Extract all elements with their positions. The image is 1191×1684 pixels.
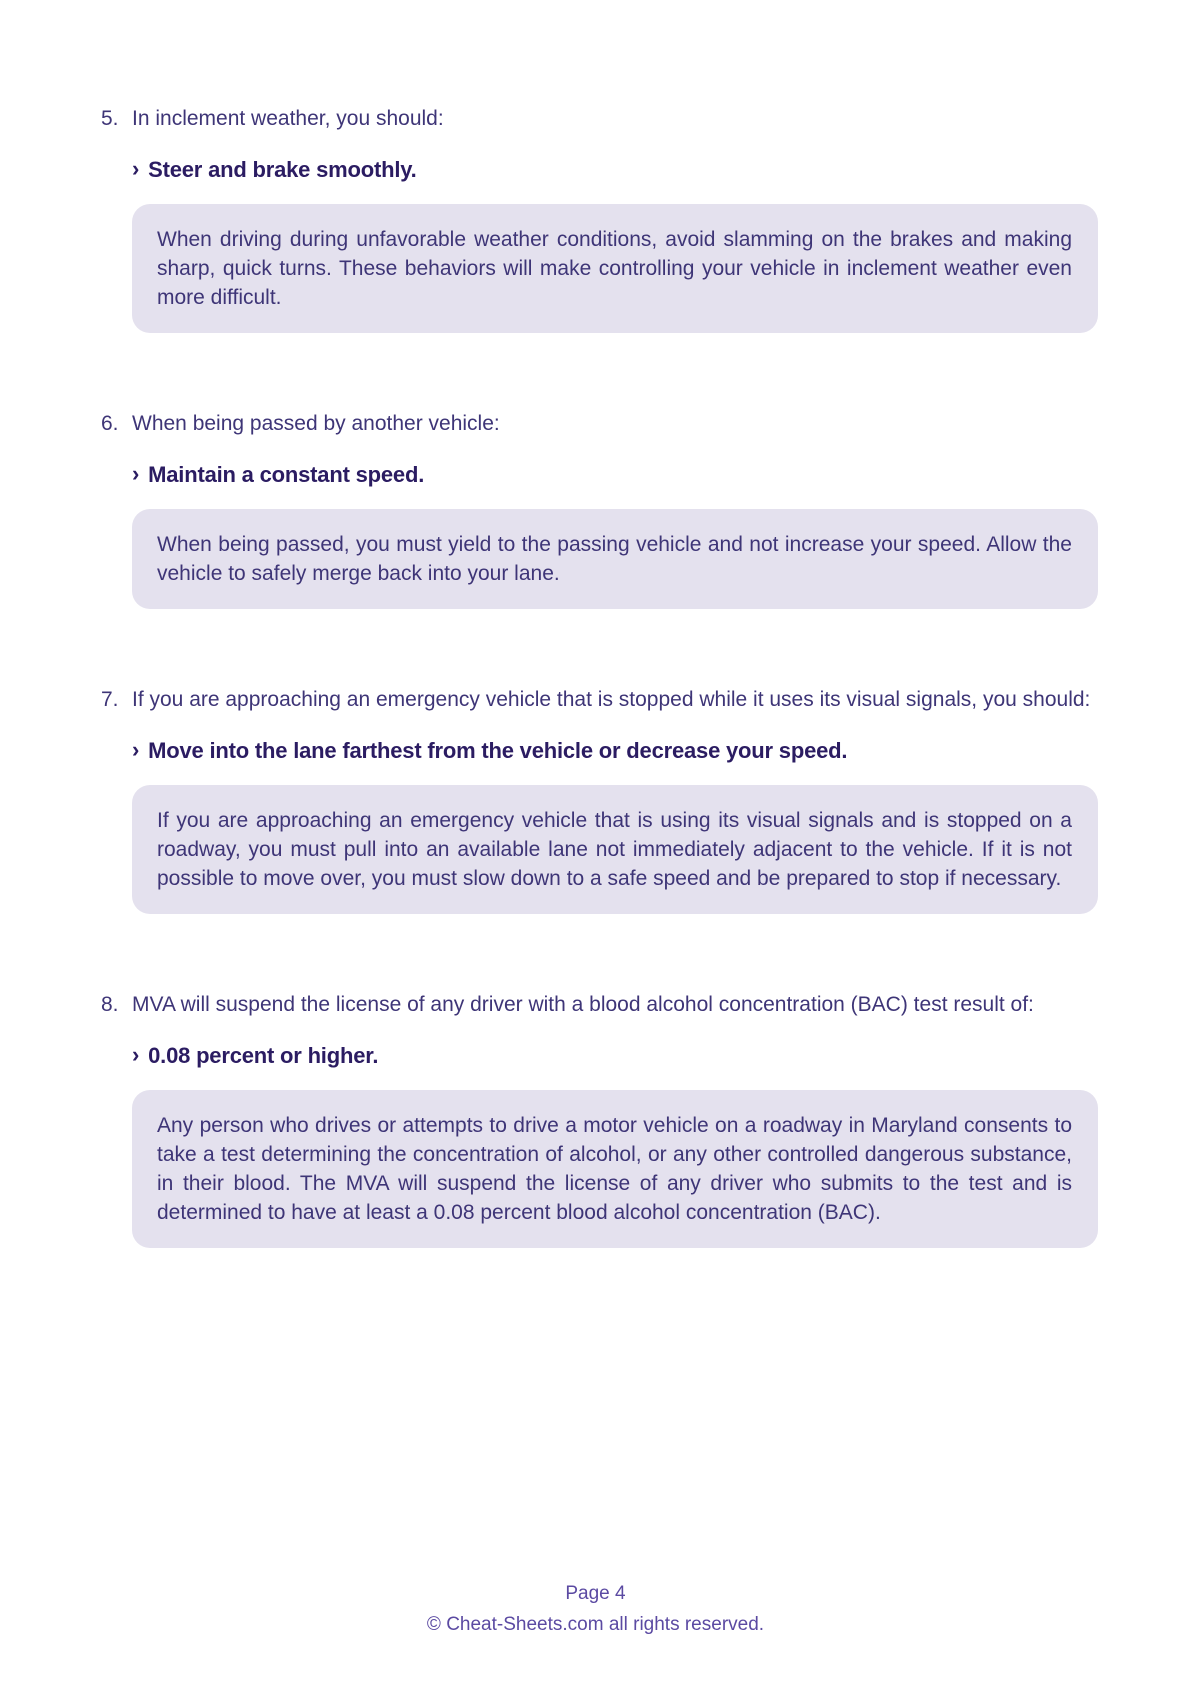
question-text: MVA will suspend the license of any driver with a blood alcohol concentration (BAC) test result of:: [132, 993, 1034, 1016]
answer-text: Maintain a constant speed.: [148, 462, 425, 487]
answer-text: Move into the lane farthest from the vehicle or decrease your speed.: [148, 738, 848, 763]
question-number: 6.: [101, 412, 119, 435]
question-line: [101, 990, 1098, 1020]
answer-text: 0.08 percent or higher.: [148, 1043, 379, 1068]
question-block-7: [101, 685, 1098, 914]
explanation-box: If you are approaching an emergency vehicle that is using its visual signals and is stopped on a roadway, you must pull into an available lane not immediately adjacent to the vehicle. If it is not possible to move over, you must slow down to a safe speed and be prepared to stop if necessary.: [132, 785, 1098, 914]
explanation-box: When being passed, you must yield to the passing vehicle and not increase your speed. Allow the vehicle to safely merge back into your lane.: [132, 509, 1098, 609]
chevron-right-icon: ›: [132, 156, 140, 181]
answer-line: [132, 1041, 1098, 1071]
question-line: [101, 409, 1098, 439]
question-line: [101, 685, 1098, 715]
answer-line: [132, 155, 1098, 185]
answer-line: [132, 460, 1098, 490]
chevron-right-icon: ›: [132, 737, 140, 762]
question-text: In inclement weather, you should:: [132, 107, 444, 130]
chevron-right-icon: ›: [132, 1042, 140, 1067]
explanation-box: Any person who drives or attempts to drive a motor vehicle on a roadway in Maryland consents to take a test determining the concentration of alcohol, or any other controlled dangerous substance, in their blood. The MVA will suspend the license of any driver who submits to the test and is determined to have at least a 0.08 percent blood alcohol concentration (BAC).: [132, 1090, 1098, 1248]
question-number: 5.: [101, 107, 119, 130]
answer-text: Steer and brake smoothly.: [148, 157, 417, 182]
question-block-5: [101, 104, 1098, 333]
question-line: [101, 104, 1098, 134]
page-footer: [0, 1578, 1191, 1640]
page-number-label: Page 4: [565, 1583, 626, 1604]
question-block-8: [101, 990, 1098, 1248]
chevron-right-icon: ›: [132, 461, 140, 486]
copyright-text: © Cheat-Sheets.com all rights reserved.: [426, 1614, 765, 1635]
answer-line: [132, 736, 1098, 766]
question-text: If you are approaching an emergency vehicle that is stopped while it uses its visual signals, you should:: [132, 688, 1091, 711]
question-block-6: [101, 409, 1098, 609]
page-content: [101, 104, 1098, 1248]
explanation-box: When driving during unfavorable weather conditions, avoid slamming on the brakes and making sharp, quick turns. These behaviors will make controlling your vehicle in inclement weather even more difficult.: [132, 204, 1098, 333]
question-number: 7.: [101, 688, 119, 711]
question-number: 8.: [101, 993, 119, 1016]
question-text: When being passed by another vehicle:: [132, 412, 500, 435]
